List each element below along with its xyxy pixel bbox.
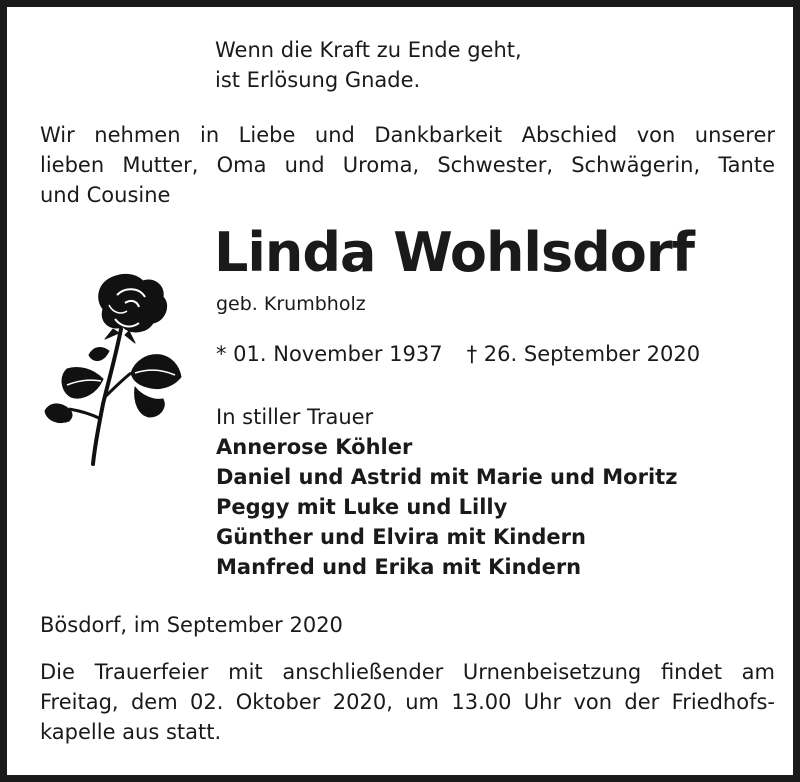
ceremony-line: Die Trauerfeier mit anschließender Urnenbeisetzung findet am [40,660,775,684]
birth-name: geb. Krumbholz [216,293,366,315]
mourner-name: Peggy mit Luke und Lilly [216,495,508,519]
ceremony-line: kapelle aus statt. [40,720,222,744]
motto [215,35,522,95]
ceremony-info [40,657,775,747]
deceased-name: Linda Wohlsdorf [214,221,694,284]
mourner-name: Günther und Elvira mit Kindern [216,525,586,549]
death-date: † 26. September 2020 [466,342,701,366]
mourner-name: Daniel und Astrid mit Marie und Moritz [216,465,678,489]
mourners-block [216,402,677,582]
intro-line: Wir nehmen in Liebe und Dankbarkeit Abschied von unserer [40,123,775,147]
motto-line: ist Erlösung Gnade. [215,68,421,92]
intro-text [40,120,775,210]
motto-line: Wenn die Kraft zu Ende geht, [215,38,522,62]
mourner-name: Annerose Köhler [216,435,413,459]
place-date: Bösdorf, im September 2020 [40,613,343,637]
ceremony-line: Freitag, dem 02. Oktober 2020, um 13.00 Uhr von der Friedhofs- [40,690,775,714]
life-dates [216,339,700,369]
mourners-heading: In stiller Trauer [216,405,374,429]
birth-date: * 01. November 1937 [216,342,443,366]
intro-line: und Cousine [40,183,171,207]
mourner-name: Manfred und Erika mit Kindern [216,555,582,579]
rose-icon [43,269,203,469]
intro-line: lieben Mutter, Oma und Uroma, Schwester, Schwägerin, Tante [40,153,775,177]
